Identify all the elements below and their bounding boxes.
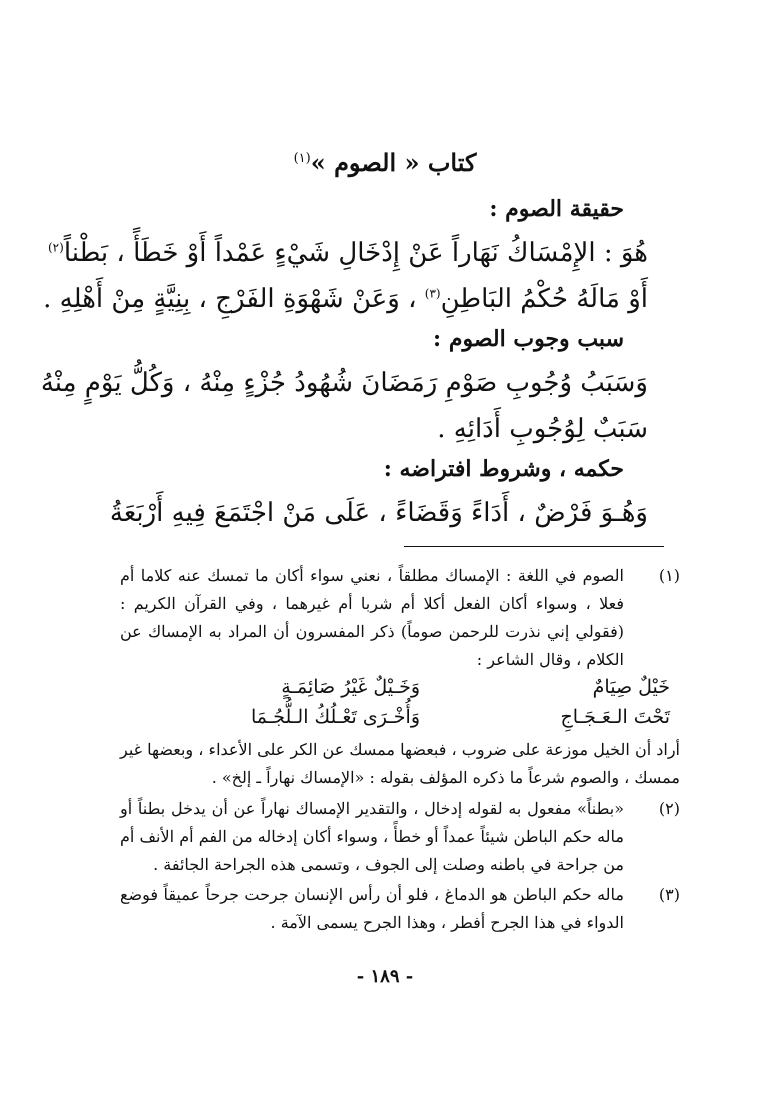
section-heading-cause: سبب وجوب الصوم : (433, 326, 624, 352)
footnote-divider (404, 546, 664, 547)
poem-line-2-second-hemistich: وَأُخْـرَى تَعْـلُكُ الـلُّجُـمَا (250, 706, 420, 728)
matn-line-3: وَسَبَبُ وُجُوبِ صَوْمِ رَمَضَانَ شُهُودُ جُزْءٍ مِنْهُ ، وَكُلُّ يَوْمٍ مِنْهُ (40, 368, 648, 398)
footnote-2-number: (٢) (658, 799, 680, 818)
matn-line-1-text: هُوَ : الإِمْسَاكُ نَهَاراً عَنْ إِدْخَالِ شَيْءٍ عَمْداً أَوْ خَطَأً ، بَطْناً (63, 238, 648, 268)
footnote-1 (120, 562, 680, 674)
footnote-3-text: ماله حكم الباطن هو الدماغ ، فلو أن رأس الإنسان جرحت جرحاً عميقاً فوضع الدواء في هذا الجرح أفطر ، وهذا الجرح يسمى الآمة . (120, 885, 624, 932)
footnote-2-text: «بطناً» مفعول به لقوله إدخال ، والتقدير الإمساك نهاراً عن أن يدخل بطناً أو ماله حكم الباطن شيئاً عمداً أو خطأً ، وسواء أكان إدخاله من الفم أم الأنف أم من جراحة في باطنه وصلت إلى الجوف ، وتسمى هذه الجراحة الجائفة . (120, 799, 624, 874)
poem-line-1-second-hemistich: وَخَـيْلٌ غَيْرُ صَائِمَـةٍ (281, 676, 420, 698)
chapter-title (240, 148, 530, 177)
footnote-3-number: (٣) (658, 885, 680, 904)
matn-line-1 (47, 238, 648, 282)
footnote-1-number: (١) (658, 566, 680, 585)
footnote-1-text: الصوم في اللغة : الإمساك مطلقاً ، نعني سواء أكان ما تمسك عنه كلاما أم فعلا ، وسواء أكان الفعل أكلا أم شربا أم غيرهما ، وفي القرآن الكريم : (فقولي إني نذرت للرحمن صوماً) ذكر المفسرون أن المراد به الإمساك عن الكلام ، وقال الشاعر : (120, 566, 624, 669)
footnote-1-continuation: أراد أن الخيل موزعة على ضروب ، فبعضها ممسك عن الكر على الأعداء ، وبعضها غير ممسك ، والصوم شرعاً ما ذكره المؤلف بقوله : «الإمساك نهاراً ـ إلخ» . (120, 740, 680, 787)
matn-line-4: سَبَبٌ لِوُجُوبِ أَدَائِهِ . (437, 414, 648, 444)
footnote-3 (120, 881, 680, 937)
poem-line-2-first-hemistich: تَحْتَ الـعَـجَـاجِ (560, 706, 670, 728)
chapter-title-text: كتاب « الصوم » (310, 148, 477, 177)
title-footnote-mark: (١) (293, 151, 311, 166)
matn-line-2 (43, 284, 648, 328)
page-number: - ١٨٩ - (356, 966, 414, 987)
footnote-mark-3: (٣) (424, 286, 441, 301)
section-heading-ruling: حكمه ، وشروط افتراضه : (383, 456, 624, 482)
matn-line-2a-text: أَوْ مَالَهُ حُكْمُ البَاطِنِ (440, 284, 648, 314)
matn-line-5: وَهُـوَ فَرْضٌ ، أَدَاءً وَقَضَاءً ، عَلَى مَنْ اجْتَمَعَ فِيهِ أَرْبَعَةُ (109, 498, 648, 528)
footnote-mark-2: (٢) (47, 240, 64, 255)
footnote-2 (120, 795, 680, 879)
poem-line-1-first-hemistich: خَيْلٌ صِيَامٌ (592, 676, 670, 698)
section-heading-definition: حقيقة الصوم : (489, 196, 624, 222)
matn-line-2b-text: ، وَعَنْ شَهْوَةِ الفَرْجِ ، بِنِيَّةٍ مِنْ أَهْلِهِ . (43, 284, 425, 314)
